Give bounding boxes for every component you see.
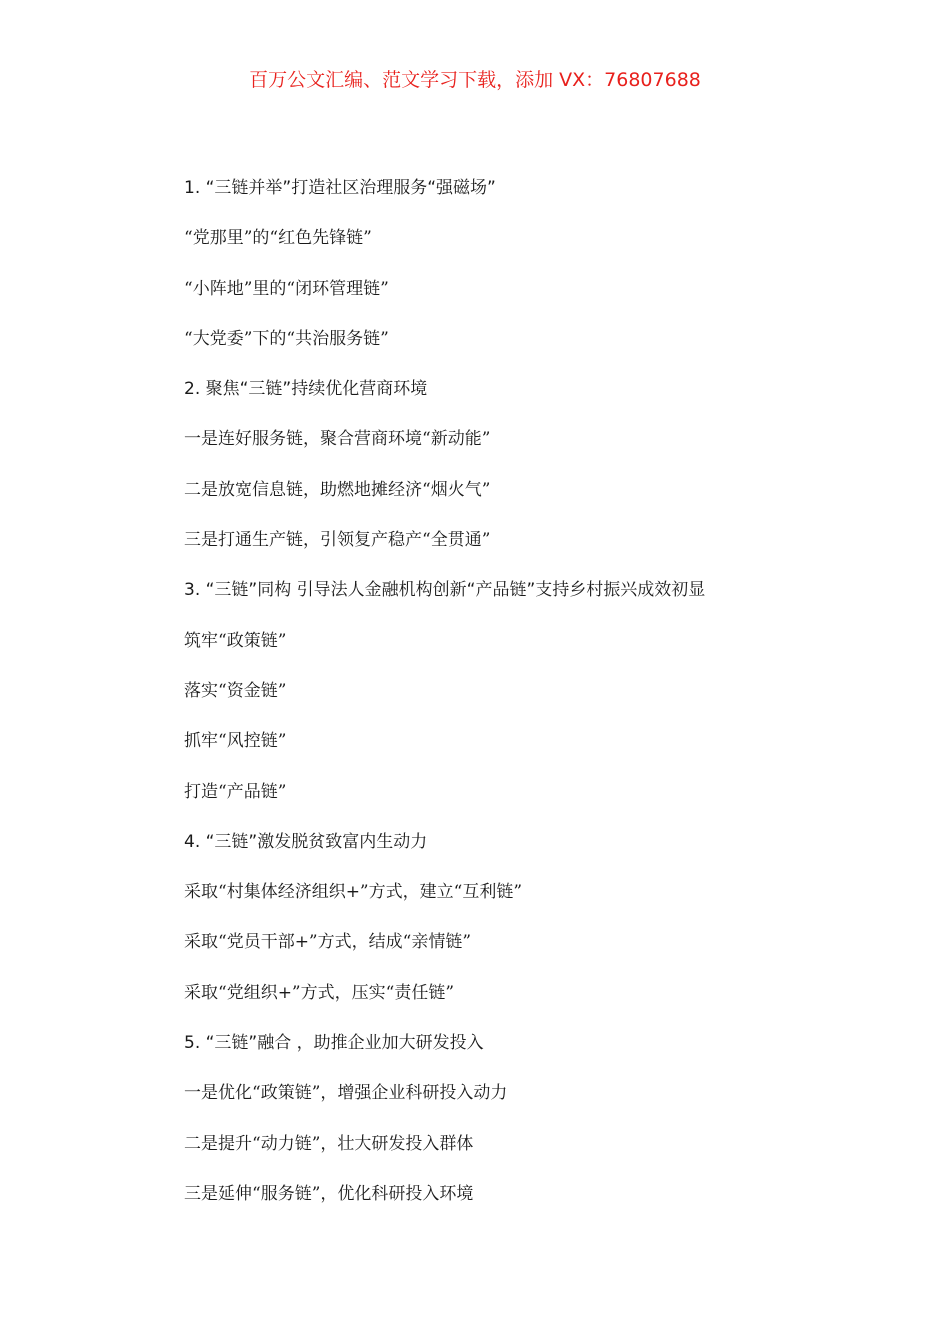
list-item: 二是放宽信息链，助燃地摊经济“烟火气” xyxy=(184,479,491,500)
list-item: 三是打通生产链，引领复产稳产“全贯通” xyxy=(184,530,491,551)
watermark-header: 百万公文汇编、范文学习下载，添加 VX：76807688 xyxy=(249,69,701,91)
list-item: 抓牢“风控链” xyxy=(184,731,287,752)
document-body xyxy=(184,174,904,1230)
list-item: “党那里”的“红色先锋链” xyxy=(184,228,372,249)
list-item: 落实“资金链” xyxy=(184,680,287,701)
list-item: “大党委”下的“共治服务链” xyxy=(184,328,389,349)
list-item: 采取“村集体经济组织+”方式，建立“互利链” xyxy=(184,882,523,903)
list-item: 采取“党组织+”方式，压实“责任链” xyxy=(184,982,455,1003)
list-item: 三是延伸“服务链”，优化科研投入环境 xyxy=(184,1183,474,1204)
section-heading-4: 4. “三链”激发脱贫致富内生动力 xyxy=(184,831,428,852)
list-item: 采取“党员干部+”方式，结成“亲情链” xyxy=(184,932,472,953)
list-item: 一是连好服务链，聚合营商环境“新动能” xyxy=(184,429,491,450)
list-item: 筑牢“政策链” xyxy=(184,630,287,651)
list-item: “小阵地”里的“闭环管理链” xyxy=(184,278,389,299)
list-item: 一是优化“政策链”，增强企业科研投入动力 xyxy=(184,1083,508,1104)
list-item: 打造“产品链” xyxy=(184,781,287,802)
section-heading-3: 3. “三链”同构 引导法人金融机构创新“产品链”支持乡村振兴成效初显 xyxy=(184,580,706,601)
section-heading-1: 1. “三链并举”打造社区治理服务“强磁场” xyxy=(184,178,496,198)
section-heading-2: 2. 聚焦“三链”持续优化营商环境 xyxy=(184,379,428,400)
section-heading-5: 5. “三链”融合 ，助推企业加大研发投入 xyxy=(184,1033,484,1054)
list-item: 二是提升“动力链”，壮大研发投入群体 xyxy=(184,1133,474,1154)
